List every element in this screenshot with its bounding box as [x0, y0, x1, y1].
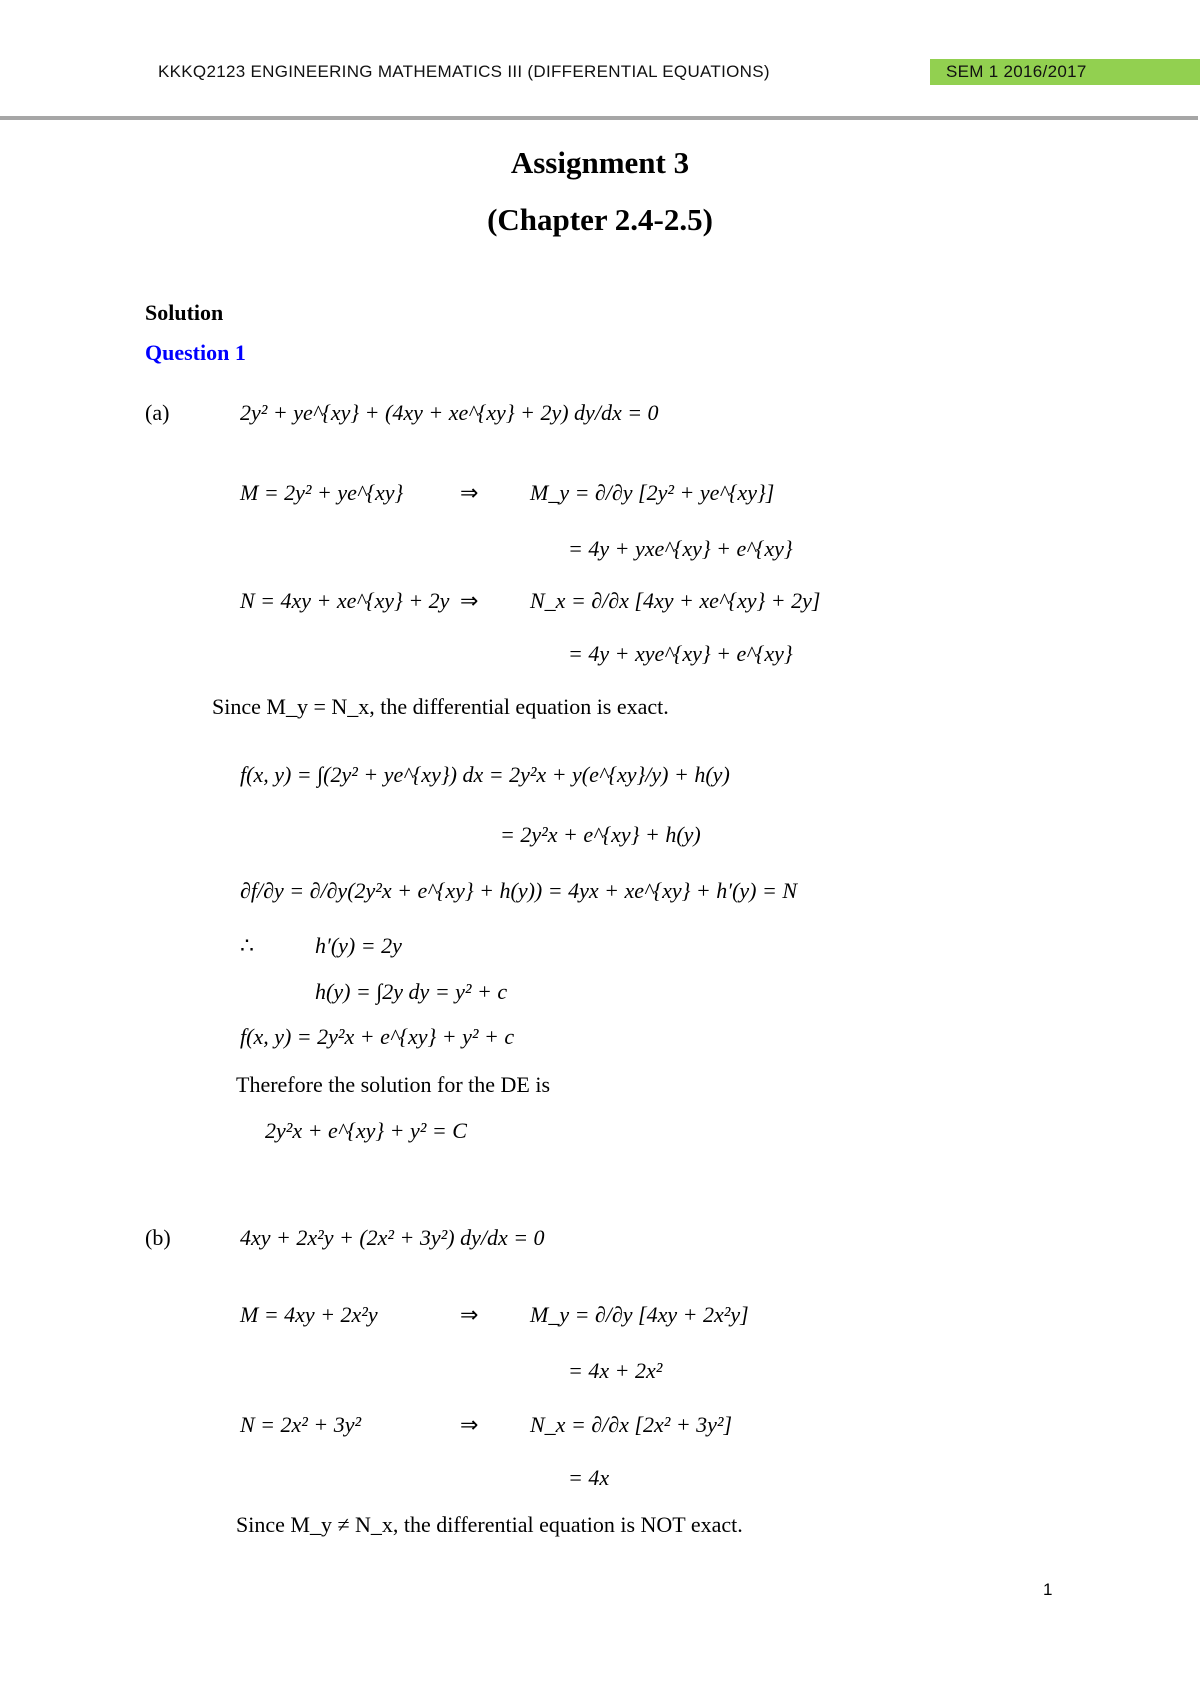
part-b-equation: 4xy + 2x²y + (2x² + 3y²) dy/dx = 0	[240, 1225, 545, 1250]
part-b-My-result: = 4x + 2x²	[568, 1358, 663, 1383]
part-a-M-definition: M = 2y² + ye^{xy}	[240, 480, 404, 505]
part-a-equation: 2y² + ye^{xy} + (4xy + xe^{xy} + 2y) dy/dx = 0	[240, 400, 659, 425]
part-b-My-definition: M_y = ∂/∂y [4xy + 2x²y]	[530, 1302, 749, 1327]
part-a-f-simplified: = 2y²x + e^{xy} + h(y)	[500, 822, 701, 847]
part-b-not-exact-statement: Since M_y ≠ N_x, the differential equation is NOT exact.	[236, 1512, 743, 1537]
part-b-M-definition: M = 4xy + 2x²y	[240, 1302, 378, 1327]
implies-arrow: ⇒	[460, 1302, 479, 1327]
part-a-h-integral: h(y) = ∫2y dy = y² + c	[315, 979, 508, 1004]
page-number: 1	[1043, 1580, 1053, 1599]
part-b-Nx-definition: N_x = ∂/∂x [2x² + 3y²]	[530, 1412, 733, 1437]
part-a-therefore-text: Therefore the solution for the DE is	[236, 1072, 551, 1097]
part-a-My-definition: M_y = ∂/∂y [2y² + ye^{xy}]	[530, 480, 775, 505]
implies-arrow: ⇒	[460, 1412, 479, 1437]
part-a-My-result: = 4y + yxe^{xy} + e^{xy}	[568, 536, 793, 561]
implies-arrow: ⇒	[460, 480, 479, 505]
question-1-label: Question 1	[145, 340, 246, 365]
part-a-f-final: f(x, y) = 2y²x + e^{xy} + y² + c	[240, 1024, 515, 1049]
part-a-f-integral: f(x, y) = ∫(2y² + ye^{xy}) dx = 2y²x + y(e^{xy}/y) + h(y)	[240, 762, 730, 787]
part-a-N-definition: N = 4xy + xe^{xy} + 2y	[240, 588, 450, 613]
solution-label: Solution	[145, 300, 224, 325]
part-a-exact-statement: Since M_y = N_x, the differential equation is exact.	[212, 694, 669, 719]
course-header: KKKQ2123 ENGINEERING MATHEMATICS III (DIFFERENTIAL EQUATIONS)	[158, 62, 770, 81]
chapter-subtitle: (Chapter 2.4-2.5)	[487, 202, 713, 237]
part-b-Nx-result: = 4x	[568, 1465, 610, 1490]
part-a-solution: 2y²x + e^{xy} + y² = C	[265, 1118, 467, 1143]
part-b-N-definition: N = 2x² + 3y²	[240, 1412, 362, 1437]
part-a-df-dy: ∂f/∂y = ∂/∂y(2y²x + e^{xy} + h(y)) = 4yx + xe^{xy} + h′(y) = N	[240, 878, 798, 903]
implies-arrow: ⇒	[460, 588, 479, 613]
part-a-label: (a)	[145, 400, 170, 425]
part-a-Nx-result: = 4y + xye^{xy} + e^{xy}	[568, 641, 793, 666]
header-rule	[0, 116, 1198, 120]
part-a-Nx-definition: N_x = ∂/∂x [4xy + xe^{xy} + 2y]	[530, 588, 821, 613]
assignment-title: Assignment 3	[510, 145, 690, 180]
part-b-label: (b)	[145, 1225, 171, 1250]
therefore-symbol: ∴	[240, 933, 254, 958]
part-a-h-prime: h′(y) = 2y	[315, 933, 402, 958]
semester-badge: SEM 1 2016/2017	[930, 59, 1200, 85]
